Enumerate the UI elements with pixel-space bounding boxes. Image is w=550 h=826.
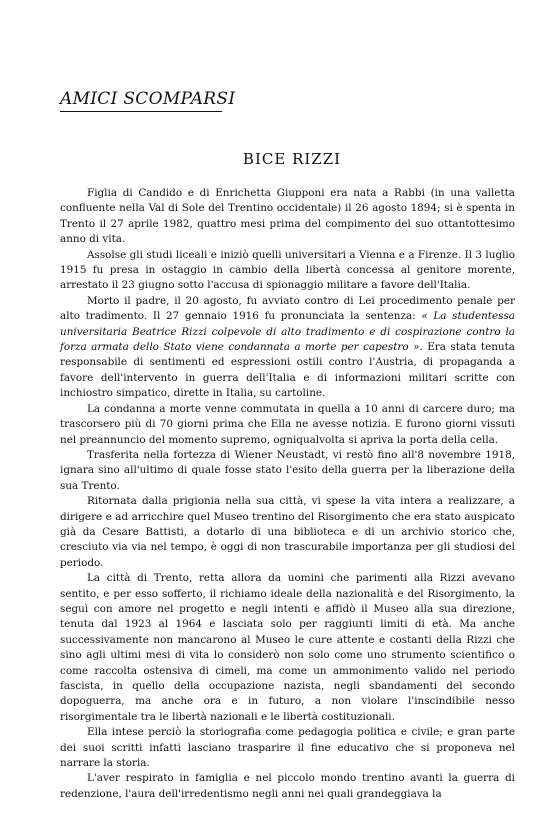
section-heading-underline <box>60 111 222 112</box>
paragraph-sentence <box>60 294 515 402</box>
paragraph-irredentism: L'aver respirato in famiglia e nel piccolo mondo trentino avanti la guerra di redenzione, l'aura dell'irredentismo negli anni nei quali grandeggiava la <box>60 772 515 800</box>
section-heading: AMICI SCOMPARSI <box>60 89 236 109</box>
paragraph-commutation: La condanna a morte venne commutata in quella a 10 anni di carcere duro; ma trascorsero più di 70 giorni prima che Ella ne avesse notizia. E furono giorni vissuti nel preannuncio del momento supremo, ogniqualvolta si apriva la porta della cella. <box>60 402 515 446</box>
paragraph-fortress: Trasferita nella fortezza di Wiener Neustadt, vi restò fino all'8 novembre 1918, ignara sino all'ultimo di quale fosse stato l'esito della guerra per la liberazione della sua Trento. <box>60 448 515 492</box>
paragraph-city-of-trento: La città di Trento, retta allora da uomini che parimenti alla Rizzi avevano sentito, e per esso sofferto, il richiamo ideale della nazionalità e del Risorgimento, la seguì con amore nel progetto e negli intenti e affidò il Museo alla sua direzione, tenuta dal 1923 al 1964 e lasciata solo per raggiunti limiti di età. Ma anche successivamente non mancarono al Museo le cure attente e costanti della Rizzi che sino agli ultimi mesi di vita lo considerò non solo come uno strumento scientifico o come raccolta ostensiva di cimeli, ma come un ammonimento valido nel periodo fascista, in quello della occupazione nazista, negli sbandamenti del secondo dopoguerra, ma anche ora e in futuro, a non violare l'inscindibile nesso risorgimentale tra le libertà nazionali e le libertà costituzionali. <box>60 572 515 723</box>
paragraph-studies-arrest: Assolse gli studi liceali e iniziò quelli universitari a Vienna e a Firenze. Il 3 luglio 1915 fu presa in ostaggio in cambio della libertà concessa al genitore morente, arrestato il 23 giugno sotto l'accusa di spionaggio militare a favore dell'Italia. <box>60 248 515 292</box>
sentence-outro-text: . Era stata tenuta responsabile di sentimenti ed espressioni ostili contro l'Austria, di propaganda a favore dell'intervento in guerra dell'Italia e di informazioni militari scritte con inchiostro simpatico, dirette in Italia, su cartoline. <box>60 341 515 400</box>
article-body <box>60 186 515 802</box>
paragraph-birth: Figlia di Candido e di Enrichetta Giupponi era nata a Rabbi (in una valletta confluente nella Val di Sole del Trentino occidentale) il 26 agosto 1894; si è spenta in Trento il 27 aprile 1982, quattro mesi prima del compimento del suo ottantottesimo anno di vita. <box>60 187 515 246</box>
sentence-intro-text: Morto il padre, il 20 agosto, fu avviato contro di Lei procedimento penale per alto tradimento. Il 27 gennaio 1916 fu pronunciata la sentenza: <box>60 294 515 323</box>
sentence-quote: « La studentessa universitaria Beatrice Rizzi colpevole di alto tradimento e di cospirazione contro la forza armata dello Stato viene condannata a morte per capestro » <box>60 310 515 354</box>
article-title: BICE RIZZI <box>242 150 342 168</box>
paragraph-museum: Ritornata dalla prigionia nella sua città, vi spese la vita intera a realizzare, a dirigere e ad arricchire quel Museo trentino del Risorgimento che era stato auspicato già da Cesare Battisti, a dotarlo di una biblioteca e di un archivio storico che, cresciuto via via nel tempo, è oggi di non trascurabile importanza per gli studiosi del periodo. <box>60 495 515 569</box>
paragraph-historiography: Ella intese perciò la storiografia come pedagogia politica e civile; e gran parte dei suoi scritti infatti lasciano trasparire il fine educativo che si proponeva nel narrare la storia. <box>60 726 515 770</box>
